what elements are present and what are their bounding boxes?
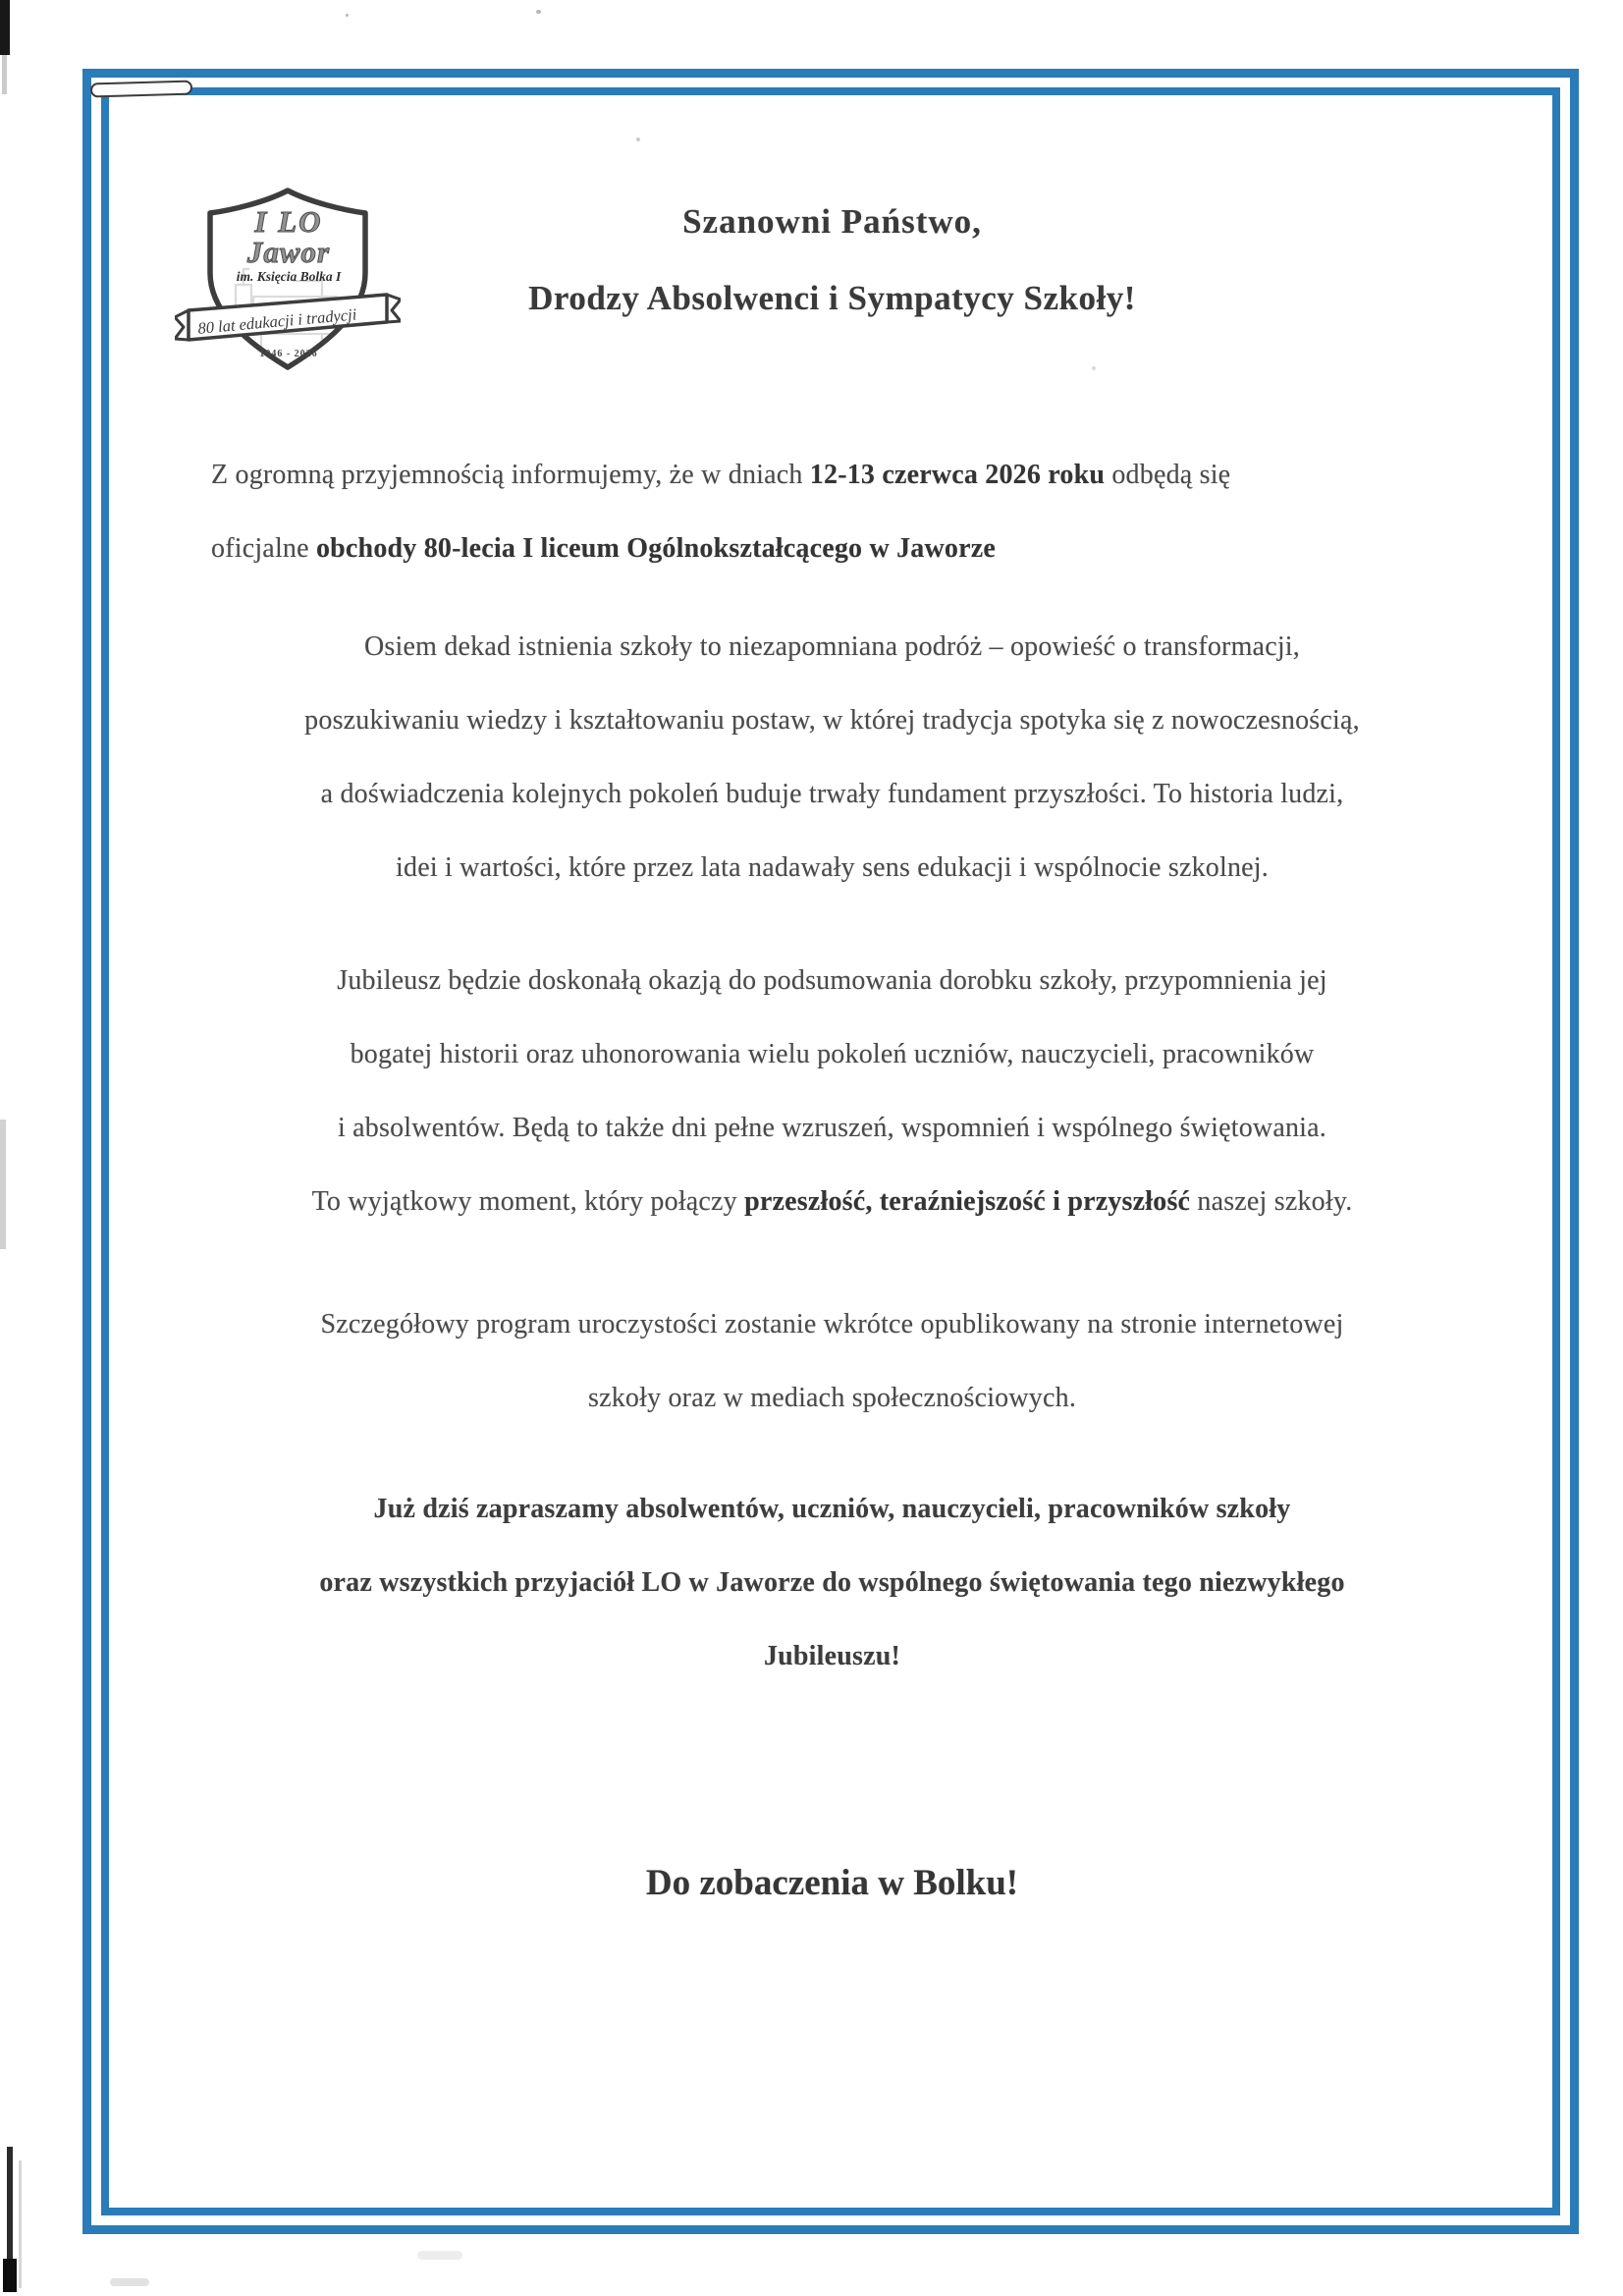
paragraph-invitation [211, 1472, 1453, 1693]
paragraph-program [211, 1287, 1453, 1435]
paragraph-line: Z ogromną przyjemnością informujemy, że w dniach 12-13 czerwca 2026 roku odbędą się [211, 460, 1231, 490]
scan-artifact-bottom-left-line [7, 2147, 13, 2263]
paragraph-line: szkoły oraz w mediach społecznościowych. [587, 1383, 1077, 1413]
scan-artifact-smudge-1 [110, 2278, 149, 2286]
paragraph-line: i absolwentów. Będą to także dni pełne wzruszeń, wspomnień i wspólnego świętowania. [338, 1113, 1326, 1143]
paragraph-announcement [211, 438, 1453, 585]
scan-artifact-speck-2 [346, 14, 349, 17]
scan-artifact-top-left-bar [0, 0, 10, 55]
scan-artifact-left-strip [0, 1120, 6, 1249]
paragraph-history [211, 610, 1453, 904]
crest-ribbon-text: 80 lat edukacji i tradycji [196, 304, 358, 338]
paragraph-line: a doświadczenia kolejnych pokoleń buduje trwały fundament przyszłości. To historia ludzi, [320, 779, 1344, 809]
paragraph-line: Szczegółowy program uroczystości zostanie wkrótce opublikowany na stronie internetowej [320, 1309, 1344, 1339]
scan-artifact-speck-3 [636, 137, 640, 141]
paragraph-line: Jubileuszu! [763, 1641, 901, 1671]
paragraph-line: bogatej historii oraz uhonorowania wielu pokoleń uczniów, nauczycieli, pracowników [350, 1039, 1315, 1069]
salutation-line-2: Drodzy Absolwenci i Sympatycy Szkoły! [528, 279, 1136, 317]
paragraph-line: Osiem dekad istnienia szkoły to niezapomniana podróż – opowieść o transformacji, [364, 631, 1300, 662]
closing-line: Do zobaczenia w Bolku! [645, 1863, 1019, 1903]
crest-title-2: Jawor [246, 235, 331, 269]
crest-title-1: I LO [254, 204, 323, 239]
paragraph-line: Już dziś zapraszamy absolwentów, uczniów, nauczycieli, pracowników szkoły [373, 1494, 1291, 1524]
paragraph-jubilee [211, 944, 1453, 1238]
crest-patron: im. Księcia Bolka I [236, 269, 342, 284]
salutation-line-1: Szanowni Państwo, [682, 202, 982, 241]
paragraph-line: idei i wartości, które przez lata nadawały sens edukacji i wspólnocie szkolnej. [396, 852, 1269, 883]
scan-artifact-top-left-shadow [2, 55, 7, 94]
scan-artifact-speck-1 [536, 10, 541, 14]
scan-artifact-speck-4 [1092, 366, 1096, 370]
scan-artifact-bottom-ghost [19, 2160, 22, 2288]
scan-artifact-bottom-left-block [3, 2259, 17, 2292]
scan-artifact-pen-mark [90, 81, 192, 98]
paragraph-line: To wyjątkowy moment, który połączy przeszłość, teraźniejszość i przyszłość naszej szkoły. [311, 1186, 1353, 1217]
scan-artifact-smudge-2 [417, 2251, 462, 2260]
crest-years: 1946 - 2026 [259, 349, 318, 359]
paragraph-line: poszukiwaniu wiedzy i kształtowaniu postaw, w której tradycja spotyka się z nowoczesnością, [304, 705, 1360, 736]
paragraph-line: oraz wszystkich przyjaciół LO w Jaworze do wspólnego świętowania tego niezwykłego [319, 1567, 1345, 1598]
paragraph-line: oficjalne obchody 80-lecia I liceum Ogólnokształcącego w Jaworze [211, 533, 996, 564]
paragraph-line: Jubileusz będzie doskonałą okazją do podsumowania dorobku szkoły, przypomnienia jej [337, 965, 1327, 996]
